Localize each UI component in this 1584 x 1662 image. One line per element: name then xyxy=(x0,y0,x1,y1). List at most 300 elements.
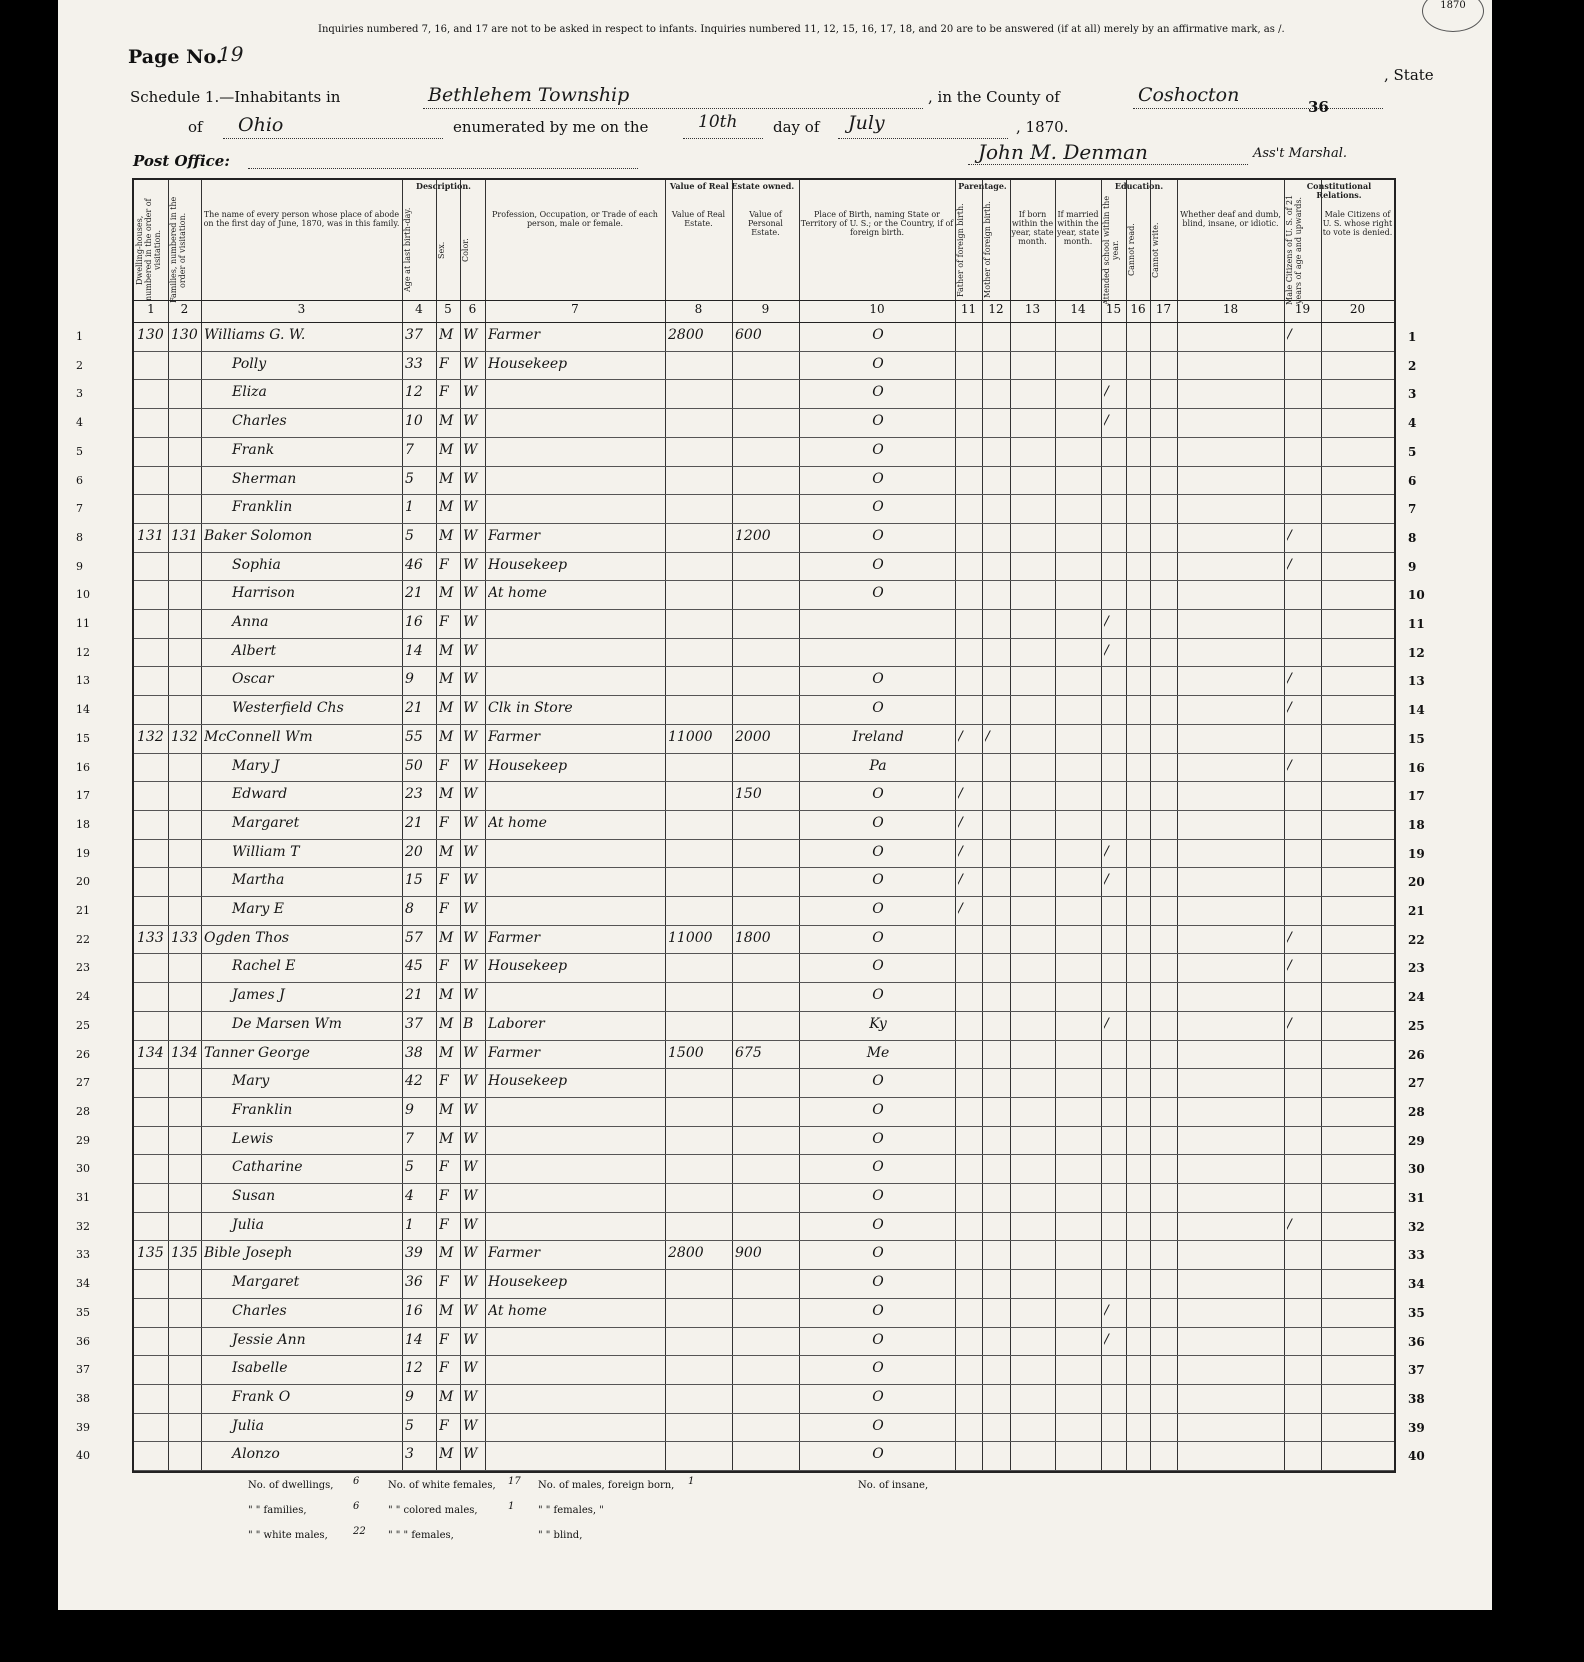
cell-color: W xyxy=(463,700,478,717)
line-number-right: 12 xyxy=(1408,645,1425,660)
line-number-right: 3 xyxy=(1408,387,1417,402)
insane-label: No. of insane, xyxy=(858,1480,929,1491)
cell-name: Frank xyxy=(232,441,275,458)
cell-age: 12 xyxy=(405,384,423,401)
row-divider xyxy=(134,753,1394,754)
line-number-right: 18 xyxy=(1408,817,1425,832)
cell-age: 50 xyxy=(405,757,423,774)
cell-color: W xyxy=(463,958,478,975)
cell-dw: 134 xyxy=(137,1044,164,1061)
column-number-8: 8 xyxy=(694,302,703,316)
cell-sex: M xyxy=(439,1101,454,1118)
cell-birth: O xyxy=(872,1274,884,1291)
cell-name: Franklin xyxy=(232,1101,293,1118)
row-divider xyxy=(134,1068,1394,1069)
column-number-15: 15 xyxy=(1105,302,1122,316)
line-number-left: 37 xyxy=(76,1363,90,1377)
cell-color: W xyxy=(463,1130,478,1147)
day: 10th xyxy=(698,112,738,132)
line-number-left: 38 xyxy=(76,1391,90,1405)
cell-name: Susan xyxy=(232,1188,276,1204)
colored-males-label: " " colored males, xyxy=(388,1505,478,1516)
cell-name: Margaret xyxy=(232,814,300,831)
township: Bethlehem Township xyxy=(428,84,630,106)
cell-age: 14 xyxy=(405,642,423,659)
cell-age: 21 xyxy=(405,814,423,831)
column-number-17: 17 xyxy=(1155,302,1172,316)
cell-color: W xyxy=(463,384,478,401)
blind-label: " " blind, xyxy=(538,1530,583,1541)
group-header-value: Value of Real Estate owned. xyxy=(669,182,795,191)
line-number-right: 13 xyxy=(1408,674,1425,689)
line-number-right: 21 xyxy=(1408,904,1425,918)
cell-birth: O xyxy=(872,585,884,602)
cell-c11: / xyxy=(958,786,963,803)
column-header-20: Male Citizens of U. S. whose right to vote is denied. xyxy=(1322,210,1393,237)
state-label: , State xyxy=(1384,66,1434,84)
column-number-3: 3 xyxy=(297,302,306,316)
cell-color: W xyxy=(463,757,478,774)
cell-c19: / xyxy=(1287,327,1292,343)
column-number-5: 5 xyxy=(444,302,452,316)
cell-color: W xyxy=(463,1216,478,1233)
row-divider xyxy=(134,1212,1394,1213)
row-divider xyxy=(134,466,1394,467)
cell-color: W xyxy=(463,1245,478,1262)
cell-color: W xyxy=(463,1159,478,1176)
cell-birth: O xyxy=(872,1388,884,1405)
row-divider xyxy=(134,1470,1394,1471)
cell-age: 1 xyxy=(405,499,414,516)
cell-sex: F xyxy=(439,1331,449,1348)
cell-c11: / xyxy=(958,728,963,745)
cell-c19: / xyxy=(1287,556,1292,573)
line-number-left: 16 xyxy=(76,760,90,774)
cell-sex: F xyxy=(439,384,449,401)
cell-pe: 1800 xyxy=(735,929,771,946)
cell-name: Bible Joseph xyxy=(204,1245,293,1262)
cell-color: W xyxy=(463,1274,478,1291)
cell-age: 21 xyxy=(405,700,423,717)
row-divider xyxy=(134,1040,1394,1041)
cell-sex: F xyxy=(439,872,449,889)
row-divider xyxy=(134,1327,1394,1328)
cell-c19: / xyxy=(1287,1015,1292,1032)
cell-dw: 133 xyxy=(137,929,164,946)
line-number-left: 33 xyxy=(76,1248,90,1262)
cell-birth: Pa xyxy=(869,757,887,774)
line-number-right: 23 xyxy=(1408,961,1425,976)
line-number-left: 20 xyxy=(76,875,90,889)
column-divider xyxy=(732,180,733,1471)
row-divider xyxy=(134,494,1394,495)
cell-age: 16 xyxy=(405,1302,423,1319)
column-header-15: Attended school within the year. xyxy=(1102,195,1120,305)
cell-birth: O xyxy=(872,1101,884,1118)
column-divider xyxy=(436,180,437,1471)
month: July xyxy=(848,112,885,134)
column-divider xyxy=(982,180,983,1471)
cell-name: Mary xyxy=(232,1073,270,1090)
cell-sex: M xyxy=(439,441,454,458)
cell-birth: O xyxy=(872,1130,884,1147)
column-divider xyxy=(1010,180,1011,1471)
cell-sex: M xyxy=(439,1302,454,1319)
row-divider xyxy=(134,1384,1394,1385)
cell-re: 11000 xyxy=(668,728,713,745)
column-number-4: 4 xyxy=(415,302,423,316)
cell-name: De Marsen Wm xyxy=(232,1015,342,1032)
white-females-label: No. of white females, xyxy=(388,1480,496,1491)
line-number-right: 22 xyxy=(1408,932,1425,947)
cell-age: 7 xyxy=(405,1130,414,1147)
cell-color: W xyxy=(463,1331,478,1348)
year: , 1870. xyxy=(1016,118,1069,136)
column-header-5: Sex. xyxy=(437,241,446,259)
foreign-males-count: 1 xyxy=(688,1476,695,1487)
line-number-left: 14 xyxy=(76,703,90,717)
cell-birth: O xyxy=(872,1302,884,1319)
row-divider xyxy=(134,1183,1394,1184)
cell-color: W xyxy=(463,1417,478,1434)
white-males-count: 22 xyxy=(353,1526,366,1537)
column-header-14: If married within the year, state month. xyxy=(1056,210,1100,246)
cell-birth: O xyxy=(872,1417,884,1434)
cell-birth: O xyxy=(872,1216,884,1233)
cell-sex: M xyxy=(439,728,454,745)
cell-dw: 131 xyxy=(137,527,164,544)
cell-dw: 132 xyxy=(137,728,164,745)
line-number-right: 38 xyxy=(1408,1391,1425,1406)
cell-c19: / xyxy=(1287,1216,1292,1233)
row-divider xyxy=(134,1011,1394,1012)
cell-age: 57 xyxy=(405,929,423,946)
row-divider xyxy=(134,437,1394,438)
cell-age: 37 xyxy=(405,1015,423,1032)
cell-name: Sophia xyxy=(232,556,281,573)
line-number-left: 18 xyxy=(76,817,90,831)
cell-name: Charles xyxy=(232,413,287,430)
row-divider xyxy=(134,724,1394,725)
cell-c15: / xyxy=(1104,1331,1109,1348)
cell-sex: F xyxy=(439,1360,449,1377)
column-header-18: Whether deaf and dumb, blind, insane, or idiotic. xyxy=(1180,210,1281,228)
line-number-right: 6 xyxy=(1408,473,1417,488)
cell-name: Franklin xyxy=(232,499,293,516)
line-number-left: 25 xyxy=(76,1018,90,1032)
line-number-left: 17 xyxy=(76,789,90,803)
line-number-left: 29 xyxy=(76,1133,90,1147)
cell-name: Tanner George xyxy=(204,1044,310,1061)
cell-name: Ogden Thos xyxy=(204,929,290,946)
cell-birth: O xyxy=(872,901,884,917)
row-divider xyxy=(134,1126,1394,1127)
foreign-females-label: " " females, " xyxy=(538,1505,604,1516)
line-number-right: 25 xyxy=(1408,1018,1425,1033)
colored-females-label: " " " females, xyxy=(388,1530,454,1541)
line-number-left: 8 xyxy=(76,530,83,544)
year-stamp: 1870 xyxy=(1422,0,1484,32)
cell-color: W xyxy=(463,470,478,487)
row-divider xyxy=(134,523,1394,524)
cell-c11: / xyxy=(958,901,963,917)
row-divider xyxy=(134,839,1394,840)
column-number-7: 7 xyxy=(571,302,579,316)
line-number-left: 35 xyxy=(76,1305,90,1319)
cell-age: 4 xyxy=(405,1188,414,1204)
cell-birth: O xyxy=(872,929,884,946)
cell-c11: / xyxy=(958,814,963,831)
cell-age: 36 xyxy=(405,1274,423,1291)
cell-name: Oscar xyxy=(232,671,274,688)
row-divider xyxy=(134,638,1394,639)
cell-color: W xyxy=(463,929,478,946)
families-count: 6 xyxy=(353,1501,360,1512)
cell-pe: 2000 xyxy=(735,728,771,745)
line-number-right: 1 xyxy=(1408,330,1417,344)
line-number-left: 13 xyxy=(76,674,90,688)
column-divider xyxy=(1177,180,1178,1471)
cell-sex: F xyxy=(439,1274,449,1291)
cell-sex: M xyxy=(439,929,454,946)
cell-pe: 150 xyxy=(735,786,762,803)
cell-birth: O xyxy=(872,1073,884,1090)
column-number-11: 11 xyxy=(960,302,977,316)
page-label: Page No. xyxy=(128,46,223,68)
cell-c15: / xyxy=(1104,614,1109,630)
cell-occ: Clk in Store xyxy=(488,700,573,717)
cell-c15: / xyxy=(1104,384,1109,401)
cell-age: 38 xyxy=(405,1044,423,1061)
group-header-education: Education. xyxy=(1114,182,1164,191)
cell-pe: 675 xyxy=(735,1044,762,1061)
cell-sex: F xyxy=(439,556,449,573)
column-header-17: Cannot write. xyxy=(1151,222,1160,278)
line-number-right: 10 xyxy=(1408,588,1425,603)
line-number-left: 2 xyxy=(76,358,83,372)
cell-c11: / xyxy=(958,843,963,860)
line-number-right: 36 xyxy=(1408,1334,1425,1349)
column-divider xyxy=(1101,180,1102,1471)
cell-name: Catharine xyxy=(232,1159,303,1176)
row-divider xyxy=(134,695,1394,696)
cell-fam: 132 xyxy=(171,728,198,745)
column-divider xyxy=(1150,180,1151,1471)
column-number-1: 1 xyxy=(147,302,155,316)
line-number-right: 37 xyxy=(1408,1363,1425,1378)
line-number-left: 36 xyxy=(76,1334,90,1348)
cell-age: 23 xyxy=(405,786,423,803)
row-divider xyxy=(134,1355,1394,1356)
foreign-males-label: No. of males, foreign born, xyxy=(538,1480,675,1491)
cell-occ: Housekeep xyxy=(488,958,568,975)
cell-fam: 134 xyxy=(171,1044,198,1061)
cell-color: W xyxy=(463,642,478,659)
cell-sex: F xyxy=(439,901,449,917)
group-header-constitutional: Constitutional Relations. xyxy=(1306,182,1372,200)
cell-birth: O xyxy=(872,470,884,487)
cell-birth: Ireland xyxy=(852,728,904,745)
column-divider xyxy=(1284,180,1285,1471)
cell-birth: O xyxy=(872,327,884,343)
cell-color: W xyxy=(463,901,478,917)
column-header-12: Mother of foreign birth. xyxy=(983,201,992,299)
cell-c19: / xyxy=(1287,671,1292,688)
cell-sex: M xyxy=(439,843,454,860)
row-divider xyxy=(134,953,1394,954)
cell-occ: Housekeep xyxy=(488,1274,568,1291)
day-label: day of xyxy=(773,118,820,136)
line-number-right: 19 xyxy=(1408,846,1425,861)
line-number-left: 27 xyxy=(76,1076,90,1090)
line-number-right: 26 xyxy=(1408,1047,1425,1062)
families-label: " " families, xyxy=(248,1505,307,1516)
column-divider xyxy=(168,180,169,1471)
row-divider xyxy=(134,1441,1394,1442)
line-number-right: 11 xyxy=(1408,617,1425,631)
line-number-right: 24 xyxy=(1408,990,1425,1005)
column-number-13: 13 xyxy=(1024,302,1041,316)
cell-name: Julia xyxy=(232,1417,264,1434)
cell-age: 46 xyxy=(405,556,423,573)
cell-name: James J xyxy=(232,987,285,1004)
row-divider xyxy=(134,982,1394,983)
cell-name: Eliza xyxy=(232,384,267,401)
row-divider xyxy=(134,896,1394,897)
cell-color: W xyxy=(463,671,478,688)
colored-males-count: 1 xyxy=(508,1501,515,1512)
cell-occ: Housekeep xyxy=(488,1073,568,1090)
line-number-left: 3 xyxy=(76,387,83,401)
cell-age: 14 xyxy=(405,1331,423,1348)
cell-birth: Me xyxy=(866,1044,890,1061)
sheet-number: 36 xyxy=(1308,98,1329,116)
cell-c15: / xyxy=(1104,642,1109,659)
cell-birth: O xyxy=(872,413,884,430)
cell-occ: Laborer xyxy=(488,1015,545,1032)
cell-name: Sherman xyxy=(232,470,297,487)
cell-color: W xyxy=(463,1360,478,1377)
cell-sex: M xyxy=(439,642,454,659)
cell-age: 10 xyxy=(405,413,423,430)
cell-age: 8 xyxy=(405,901,414,917)
cell-fam: 131 xyxy=(171,527,198,544)
cell-birth: O xyxy=(872,987,884,1004)
cell-color: W xyxy=(463,614,478,630)
cell-birth: O xyxy=(872,1245,884,1262)
cell-name: Julia xyxy=(232,1216,264,1233)
cell-birth: O xyxy=(872,1159,884,1176)
row-divider xyxy=(134,1154,1394,1155)
cell-name: Westerfield Chs xyxy=(232,700,344,717)
county: Coshocton xyxy=(1138,84,1240,106)
line-number-left: 9 xyxy=(76,559,83,573)
line-number-left: 11 xyxy=(76,617,90,630)
line-number-right: 28 xyxy=(1408,1104,1425,1119)
cell-age: 5 xyxy=(405,470,414,487)
cell-birth: O xyxy=(872,1360,884,1377)
column-divider xyxy=(665,180,666,1471)
cell-name: Frank O xyxy=(232,1388,291,1405)
line-number-left: 7 xyxy=(76,502,83,516)
line-number-right: 20 xyxy=(1408,875,1425,890)
row-divider xyxy=(134,1298,1394,1299)
cell-name: Anna xyxy=(232,614,269,630)
row-divider xyxy=(134,609,1394,610)
cell-sex: M xyxy=(439,1044,454,1061)
dwellings-count: 6 xyxy=(353,1476,360,1487)
row-divider xyxy=(134,781,1394,782)
cell-birth: Ky xyxy=(869,1015,887,1032)
cell-age: 16 xyxy=(405,614,423,630)
post-office-label: Post Office: xyxy=(133,152,230,170)
cell-color: W xyxy=(463,1446,478,1463)
census-table xyxy=(76,178,1396,1473)
county-label: , in the County of xyxy=(928,88,1060,106)
cell-name: Albert xyxy=(232,642,277,659)
cell-occ: Farmer xyxy=(488,929,541,946)
cell-sex: F xyxy=(439,1188,449,1204)
cell-c15: / xyxy=(1104,413,1109,430)
row-divider xyxy=(134,552,1394,553)
cell-occ: At home xyxy=(488,814,547,831)
row-divider xyxy=(134,810,1394,811)
cell-color: W xyxy=(463,987,478,1004)
cell-color: W xyxy=(463,843,478,860)
cell-sex: M xyxy=(439,327,454,343)
cell-birth: O xyxy=(872,384,884,401)
cell-color: B xyxy=(463,1015,474,1032)
column-number-20: 20 xyxy=(1349,302,1366,316)
line-number-left: 22 xyxy=(76,932,90,946)
cell-occ: Housekeep xyxy=(488,556,568,573)
row-divider xyxy=(134,867,1394,868)
cell-birth: O xyxy=(872,355,884,372)
column-divider xyxy=(460,180,461,1471)
line-number-right: 8 xyxy=(1408,530,1417,545)
column-header-2: Families, numbered in the order of visitation. xyxy=(169,196,187,304)
cell-sex: F xyxy=(439,814,449,831)
cell-c19: / xyxy=(1287,958,1292,975)
cell-age: 12 xyxy=(405,1360,423,1377)
row-divider xyxy=(134,1269,1394,1270)
line-number-right: 35 xyxy=(1408,1305,1425,1320)
cell-color: W xyxy=(463,499,478,516)
cell-age: 21 xyxy=(405,585,423,602)
census-sheet xyxy=(58,0,1492,1610)
line-number-right: 34 xyxy=(1408,1277,1425,1292)
column-divider xyxy=(1321,180,1322,1471)
column-divider xyxy=(1055,180,1056,1471)
cell-birth: O xyxy=(872,786,884,803)
cell-pe: 1200 xyxy=(735,527,771,544)
cell-sex: F xyxy=(439,614,449,630)
cell-sex: M xyxy=(439,585,454,602)
cell-color: W xyxy=(463,441,478,458)
line-number-left: 4 xyxy=(76,416,83,430)
cell-re: 1500 xyxy=(668,1044,704,1061)
line-number-left: 31 xyxy=(76,1191,90,1204)
cell-color: W xyxy=(463,355,478,372)
row-divider xyxy=(134,408,1394,409)
cell-sex: F xyxy=(439,1216,449,1233)
cell-pe: 600 xyxy=(735,327,762,343)
state: Ohio xyxy=(238,114,284,136)
column-header-3: The name of every person whose place of abode on the first day of June, 1870, was in this family. xyxy=(203,210,400,228)
enumerated-label: enumerated by me on the xyxy=(453,118,649,136)
cell-sex: M xyxy=(439,413,454,430)
inquiries-note: Inquiries numbered 7, 16, and 17 are not to be asked in respect to infants. Inquiries numbered 11, 12, 15, 16, 17, 18, and 20 are to be answered (if at all) merely by an affirmative mark, as /. xyxy=(318,24,1285,35)
